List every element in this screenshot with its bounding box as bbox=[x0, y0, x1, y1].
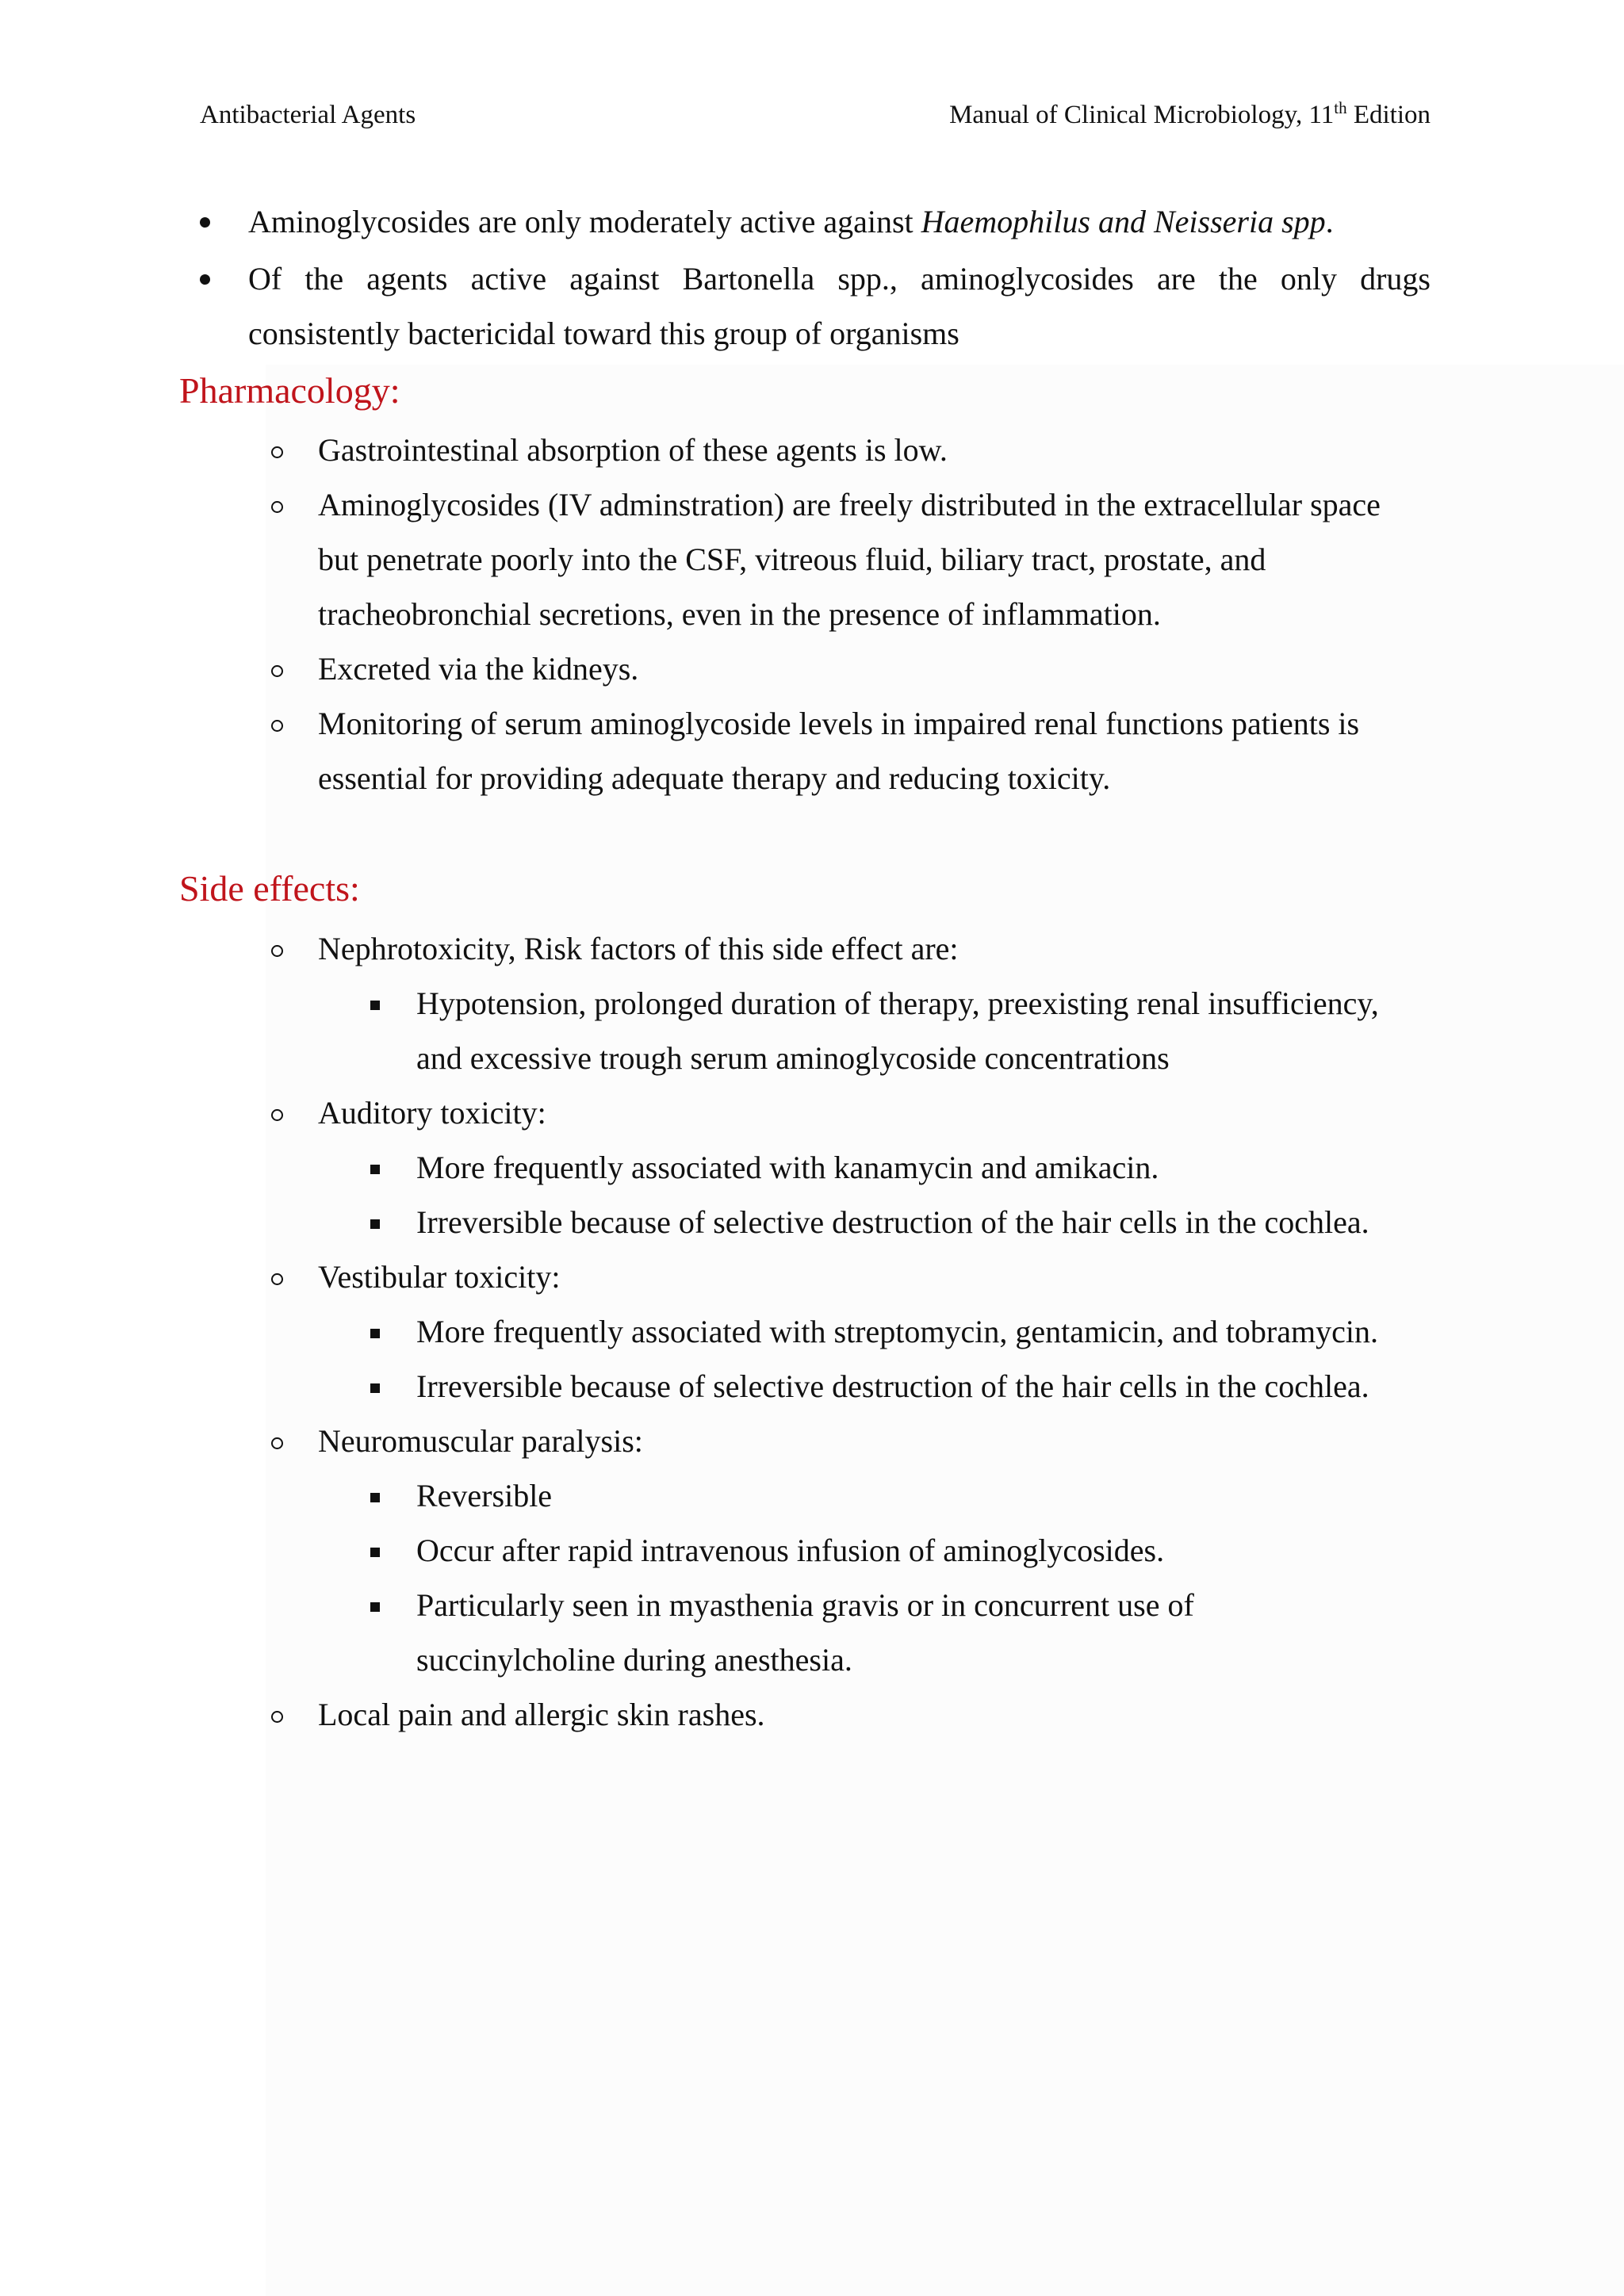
pharmacology-item-3: Excreted via the kidneys. bbox=[318, 651, 639, 687]
header-book-title-main: Manual of Clinical Microbiology, 11 bbox=[949, 101, 1335, 129]
header-book-title-suffix: Edition bbox=[1346, 101, 1431, 129]
side-effect-nephrotoxicity: Nephrotoxicity, Risk factors of this side effect are: bbox=[318, 931, 959, 966]
list-ring-marker bbox=[271, 1109, 283, 1121]
intro-bullet-2-line-2: consistently bactericidal toward this group of organisms bbox=[248, 316, 959, 351]
pharmacology-item-1: Gastrointestinal absorption of these agents is low. bbox=[318, 432, 948, 468]
bullet-dot bbox=[200, 217, 210, 228]
list-square-marker bbox=[370, 1219, 380, 1229]
side-effects-heading: Side effects: bbox=[179, 868, 360, 909]
neuromuscular-sub-3-line-1: Particularly seen in myasthenia gravis or in concurrent use of bbox=[416, 1587, 1194, 1623]
nephrotoxicity-sub-1-line-2: and excessive trough serum aminoglycoside concentrations bbox=[416, 1040, 1170, 1076]
intro-bullet-1-end: . bbox=[1325, 204, 1334, 239]
list-ring-marker bbox=[271, 720, 283, 732]
pharmacology-item-2-line-2: but penetrate poorly into the CSF, vitreous fluid, biliary tract, prostate, and bbox=[318, 541, 1266, 577]
header-chapter-title: Antibacterial Agents bbox=[200, 101, 416, 129]
list-ring-marker bbox=[271, 1437, 283, 1449]
vestibular-sub-2: Irreversible because of selective destruction of the hair cells in the cochlea. bbox=[416, 1368, 1369, 1404]
pharmacology-item-2-line-3: tracheobronchial secretions, even in the presence of inflammation. bbox=[318, 596, 1161, 632]
list-square-marker bbox=[370, 1383, 380, 1393]
intro-bullet-1-italic: Haemophilus and Neisseria spp bbox=[921, 204, 1326, 239]
pharmacology-item-4-line-1: Monitoring of serum aminoglycoside levels in impaired renal functions patients is bbox=[318, 706, 1360, 741]
header-book-title-sup: th bbox=[1334, 98, 1347, 117]
list-square-marker bbox=[370, 1493, 380, 1502]
neuromuscular-sub-3-line-2: succinylcholine during anesthesia. bbox=[416, 1642, 852, 1678]
list-ring-marker bbox=[271, 501, 283, 513]
list-ring-marker bbox=[271, 446, 283, 458]
intro-bullet-1-text: Aminoglycosides are only moderately active against bbox=[248, 204, 921, 239]
list-square-marker bbox=[370, 1001, 380, 1010]
side-effect-neuromuscular: Neuromuscular paralysis: bbox=[318, 1423, 643, 1459]
pharmacology-heading: Pharmacology: bbox=[179, 370, 400, 411]
pharmacology-item-4-line-2: essential for providing adequate therapy and reducing toxicity. bbox=[318, 760, 1111, 796]
list-square-marker bbox=[370, 1165, 380, 1174]
intro-bullet-2-line-1: Of the agents active against Bartonella spp., aminoglycosides are the only drugs bbox=[248, 261, 1431, 297]
list-square-marker bbox=[370, 1329, 380, 1338]
pharmacology-item-2-line-1: Aminoglycosides (IV adminstration) are freely distributed in the extracellular space bbox=[318, 487, 1381, 522]
list-ring-marker bbox=[271, 1711, 283, 1723]
bullet-dot bbox=[200, 274, 210, 285]
list-ring-marker bbox=[271, 665, 283, 677]
list-ring-marker bbox=[271, 945, 283, 957]
auditory-sub-2: Irreversible because of selective destruction of the hair cells in the cochlea. bbox=[416, 1204, 1369, 1240]
list-square-marker bbox=[370, 1602, 380, 1612]
header-book-title bbox=[949, 95, 1431, 135]
vestibular-sub-1: More frequently associated with streptomycin, gentamicin, and tobramycin. bbox=[416, 1314, 1378, 1349]
side-effect-auditory: Auditory toxicity: bbox=[318, 1095, 546, 1131]
auditory-sub-1: More frequently associated with kanamycin and amikacin. bbox=[416, 1150, 1159, 1185]
list-square-marker bbox=[370, 1548, 380, 1557]
nephrotoxicity-sub-1-line-1: Hypotension, prolonged duration of therapy, preexisting renal insufficiency, bbox=[416, 985, 1379, 1021]
side-effect-local-pain: Local pain and allergic skin rashes. bbox=[318, 1697, 765, 1732]
intro-bullet-1 bbox=[248, 202, 1334, 242]
page-header bbox=[200, 95, 1431, 135]
neuromuscular-sub-2: Occur after rapid intravenous infusion of aminoglycosides. bbox=[416, 1533, 1165, 1568]
side-effect-vestibular: Vestibular toxicity: bbox=[318, 1259, 561, 1295]
list-ring-marker bbox=[271, 1273, 283, 1285]
neuromuscular-sub-1: Reversible bbox=[416, 1478, 553, 1513]
